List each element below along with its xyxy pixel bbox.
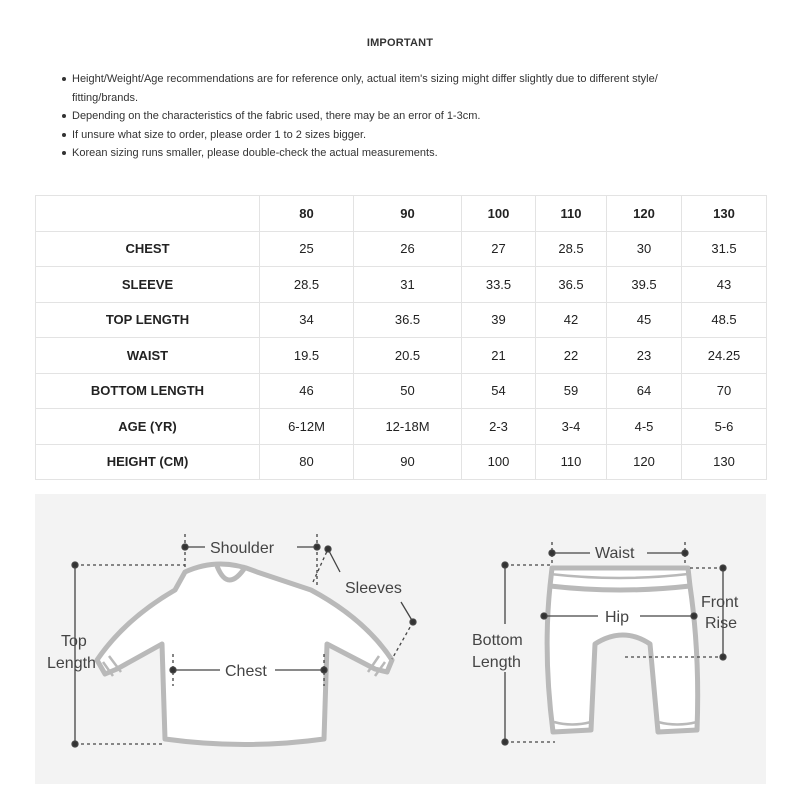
row-label: AGE (YR) xyxy=(36,409,260,445)
row-label: SLEEVE xyxy=(36,267,260,303)
table-cell: 36.5 xyxy=(536,267,607,303)
table-cell: 36.5 xyxy=(354,302,462,338)
bottom-length-label-line1: Bottom xyxy=(472,632,523,649)
table-cell: 120 xyxy=(607,444,682,480)
table-cell: 130 xyxy=(682,444,767,480)
sleeves-label: Sleeves xyxy=(345,580,402,597)
front-rise-label-line1: Front xyxy=(701,594,739,611)
table-cell: 5-6 xyxy=(682,409,767,445)
table-cell: 80 xyxy=(260,444,354,480)
table-cell: 48.5 xyxy=(682,302,767,338)
row-label: WAIST xyxy=(36,338,260,374)
note-item: Korean sizing runs smaller, please double-check the actual measurements. xyxy=(62,144,762,163)
row-label: CHEST xyxy=(36,231,260,267)
table-cell: 3-4 xyxy=(536,409,607,445)
hip-label: Hip xyxy=(605,609,630,626)
table-cell: 54 xyxy=(462,373,536,409)
table-cell: 59 xyxy=(536,373,607,409)
table-cell: 27 xyxy=(462,231,536,267)
table-header-row xyxy=(36,196,767,232)
table-cell: 30 xyxy=(607,231,682,267)
table-cell: 25 xyxy=(260,231,354,267)
table-cell: 28.5 xyxy=(536,231,607,267)
table-cell: 20.5 xyxy=(354,338,462,374)
note-item: Depending on the characteristics of the fabric used, there may be an error of 1-3cm. xyxy=(62,107,762,126)
table-row xyxy=(36,338,767,374)
pants-illustration xyxy=(547,568,698,732)
table-row xyxy=(36,231,767,267)
front-rise-label-line2: Rise xyxy=(705,615,738,632)
measurement-diagram-svg xyxy=(35,494,766,784)
table-cell: 110 xyxy=(536,444,607,480)
table-cell: 70 xyxy=(682,373,767,409)
table-cell: 21 xyxy=(462,338,536,374)
shoulder-label: Shoulder xyxy=(210,540,275,557)
table-header-cell: 110 xyxy=(536,196,607,232)
top-length-label-line1: Top xyxy=(61,633,87,650)
table-cell: 12-18M xyxy=(354,409,462,445)
table-row xyxy=(36,302,767,338)
table-row xyxy=(36,267,767,303)
page-title: IMPORTANT xyxy=(366,37,434,49)
table-header-cell: 90 xyxy=(354,196,462,232)
top-length-label-line2: Length xyxy=(47,655,96,672)
waist-label: Waist xyxy=(595,545,635,562)
table-header-cell: 130 xyxy=(682,196,767,232)
table-header-cell: 120 xyxy=(607,196,682,232)
note-item-continuation: fitting/brands. xyxy=(72,91,139,104)
table-cell: 46 xyxy=(260,373,354,409)
row-label: BOTTOM LENGTH xyxy=(36,373,260,409)
table-cell: 31.5 xyxy=(682,231,767,267)
table-cell: 2-3 xyxy=(462,409,536,445)
table-cell: 45 xyxy=(607,302,682,338)
notes-list xyxy=(62,70,762,163)
table-cell: 24.25 xyxy=(682,338,767,374)
table-row xyxy=(36,444,767,480)
table-cell: 22 xyxy=(536,338,607,374)
table-cell: 28.5 xyxy=(260,267,354,303)
row-label: TOP LENGTH xyxy=(36,302,260,338)
table-cell: 43 xyxy=(682,267,767,303)
table-cell: 6-12M xyxy=(260,409,354,445)
table-cell: 4-5 xyxy=(607,409,682,445)
table-cell: 39 xyxy=(462,302,536,338)
size-table xyxy=(35,195,767,480)
table-row xyxy=(36,409,767,445)
table-cell: 31 xyxy=(354,267,462,303)
row-label: HEIGHT (CM) xyxy=(36,444,260,480)
table-cell: 33.5 xyxy=(462,267,536,303)
bottom-length-label-line2: Length xyxy=(472,654,521,671)
table-header-cell: 80 xyxy=(260,196,354,232)
table-cell: 26 xyxy=(354,231,462,267)
table-cell: 19.5 xyxy=(260,338,354,374)
table-cell: 64 xyxy=(607,373,682,409)
table-row xyxy=(36,373,767,409)
note-item: If unsure what size to order, please order 1 to 2 sizes bigger. xyxy=(62,126,762,145)
table-header-cell: 100 xyxy=(462,196,536,232)
table-cell: 42 xyxy=(536,302,607,338)
note-item: Height/Weight/Age recommendations are for reference only, actual item's sizing might differ slightly due to different style/ xyxy=(62,70,762,89)
table-cell: 34 xyxy=(260,302,354,338)
measurement-diagram xyxy=(35,494,766,784)
table-cell: 90 xyxy=(354,444,462,480)
table-cell: 50 xyxy=(354,373,462,409)
table-header-cell xyxy=(36,196,260,232)
chest-label: Chest xyxy=(225,663,267,680)
table-cell: 100 xyxy=(462,444,536,480)
table-cell: 23 xyxy=(607,338,682,374)
table-cell: 39.5 xyxy=(607,267,682,303)
